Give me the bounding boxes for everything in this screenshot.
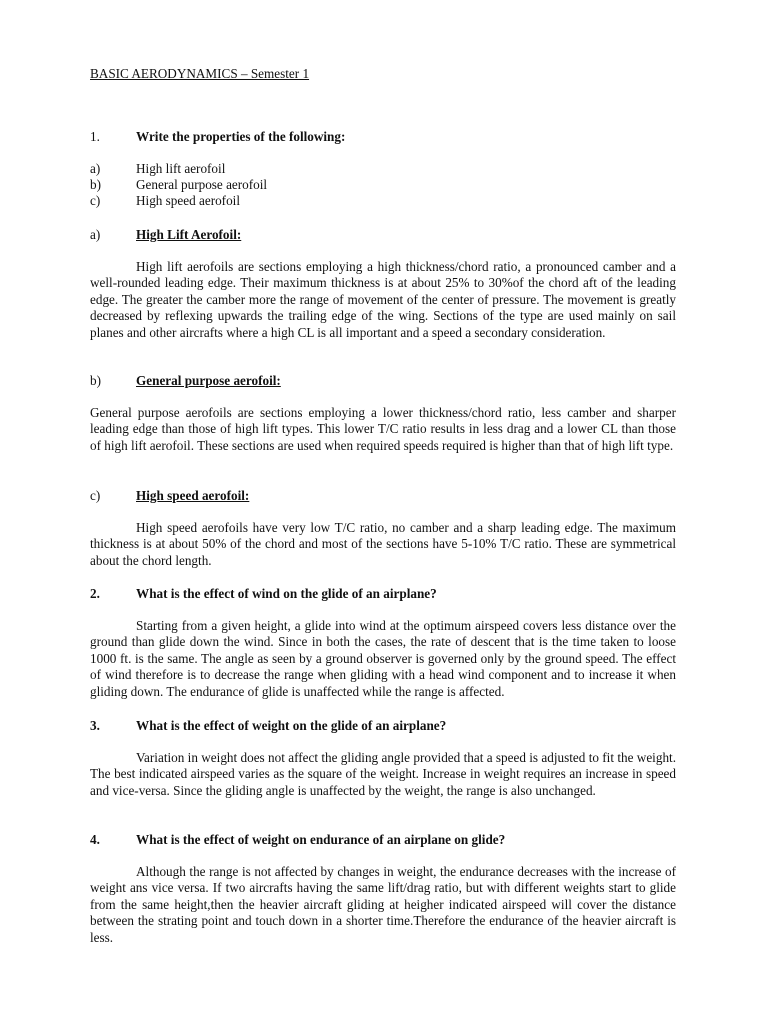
question-3-paragraph: Variation in weight does not affect the gliding angle provided that a speed is adjusted to fit the weight. The best indicated airspeed varies as the square of the weight. Increase in weight requires an increase in speed and vice-versa. Since the gliding angle is unaffected by the weight, the range is also unchanged. — [90, 750, 676, 798]
list-item-letter: c) — [90, 193, 101, 208]
section-b-paragraph: General purpose aerofoils are sections employing a lower thickness/chord ratio, less camber and sharper leading edge than those of high lift types. This lower T/C ratio results in less drag and a lower CL than those of high lift aerofoil. These sections are used when required speeds required is higher than that of high lift type. — [90, 405, 676, 453]
section-b-letter: b) — [90, 373, 101, 388]
section-b-heading: General purpose aerofoil: — [136, 373, 281, 388]
question-1-number: 1. — [90, 129, 100, 144]
list-item-text: High speed aerofoil — [136, 193, 240, 208]
question-2-text: What is the effect of wind on the glide of an airplane? — [136, 586, 437, 601]
list-item-text: General purpose aerofoil — [136, 177, 268, 192]
section-c-paragraph: High speed aerofoils have very low T/C ratio, no camber and a sharp leading edge. The maximum thickness is at about 50% of the chord and most of the sections have 5-10% T/C ratio. These are symmetrical about the chord length. — [90, 520, 676, 568]
question-4-number: 4. — [90, 832, 100, 847]
section-a-heading: High Lift Aerofoil: — [136, 227, 242, 242]
question-2-paragraph: Starting from a given height, a glide into wind at the optimum airspeed covers less distance over the ground than glide down the wind. Since in both the cases, the rate of descent that is the time taken to loose 1000 ft. is the same. The angle as seen by a ground observer is governed only by the ground speed. The effect of wind therefore is to decrease the range when gliding with a head wind component and to increase it when gliding down. The endurance of glide is unaffected while the range is affected. — [90, 618, 676, 699]
list-item-letter: a) — [90, 161, 101, 176]
section-c-letter: c) — [90, 488, 101, 503]
section-a-letter: a) — [90, 227, 101, 242]
question-4-paragraph: Although the range is not affected by changes in weight, the endurance decreases with the increase of weight ans vice versa. If two aircrafts having the same lift/drag ratio, but with different weights start to glide from the same height,then the heavier aircraft gliding at heigher indicated airspeed will cover the distance between the strating point and touch down in a shorter time.Therefore the endurance of the heavier aircraft is less. — [90, 864, 676, 945]
document-title: BASIC AERODYNAMICS – Semester 1 — [90, 66, 310, 81]
question-2-number: 2. — [90, 586, 100, 601]
list-item-text: High lift aerofoil — [136, 161, 226, 176]
question-3-number: 3. — [90, 718, 100, 733]
question-3-text: What is the effect of weight on the glide of an airplane? — [136, 718, 447, 733]
question-4-text: What is the effect of weight on endurance of an airplane on glide? — [136, 832, 506, 847]
list-item-letter: b) — [90, 177, 101, 192]
section-c-heading: High speed aerofoil: — [136, 488, 250, 503]
section-a-paragraph: High lift aerofoils are sections employing a high thickness/chord ratio, a pronounced camber and a well-rounded leading edge. Their maximum thickness is at about 25% to 30%of the chord aft of the leading edge. The greater the camber more the range of movement of the center of pressure. The movement is greatly decreased by reflexing upwards the trailing edge of the wing. Sections of the type are used mainly on sail planes and other aircrafts where a high CL is all important and a speed a secondary consideration. — [90, 259, 676, 340]
question-1-text: Write the properties of the following: — [136, 129, 346, 144]
